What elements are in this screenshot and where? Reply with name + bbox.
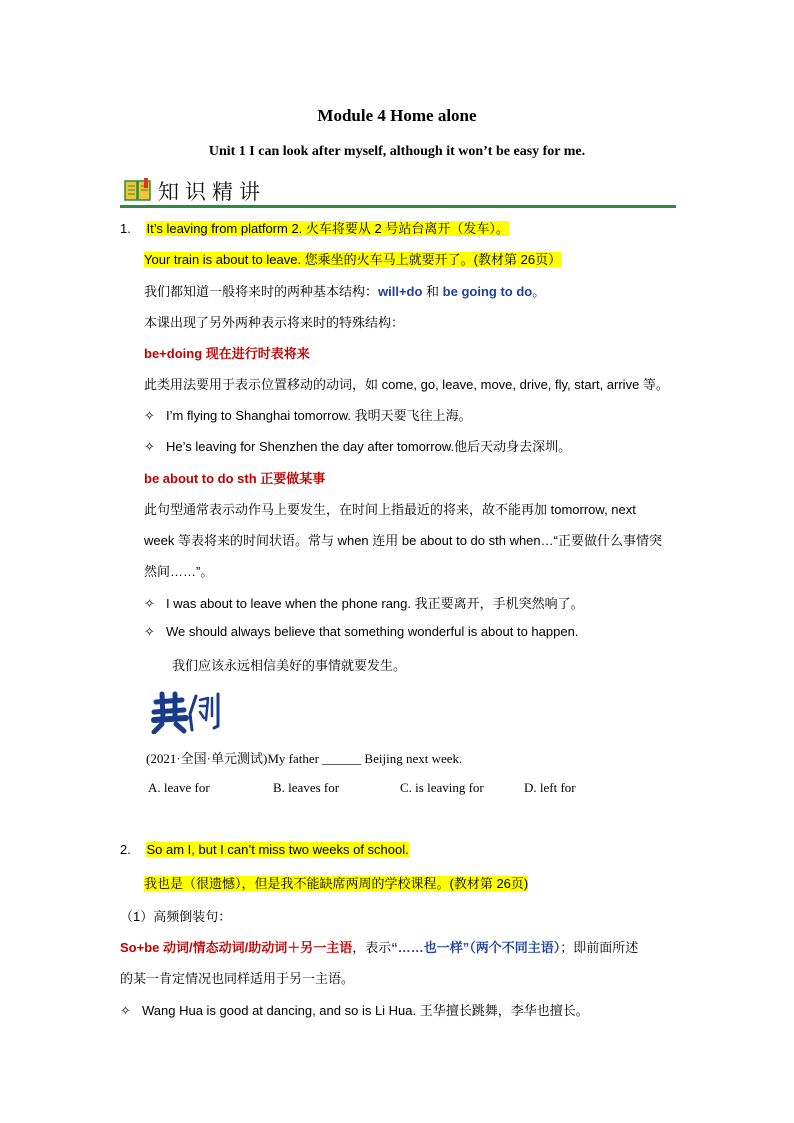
item1-sentence: It’s leaving from platform 2. 火车将要从 2 号站台离开（发车）。: [146, 221, 509, 236]
item1-line1: [120, 218, 509, 237]
option-d[interactable]: D. left for: [524, 780, 576, 795]
item1-intro: 我们都知道一般将来时的两种基本结构：will+do 和 be going to do。: [144, 284, 546, 299]
diamond-bullet-icon: ✧: [144, 597, 155, 612]
item1-example3: ✧ I was about to leave when the phone rang. 我正要离开，手机突然响了。: [144, 596, 584, 612]
section-header: [120, 176, 676, 206]
item2-number: 2.: [120, 842, 131, 857]
section-divider: [120, 205, 676, 208]
item1-example1: ✧ I’m flying to Shanghai tomorrow. 我明天要飞往上海。: [144, 408, 472, 424]
book-icon: [124, 178, 152, 204]
item1-example4: ✧ We should always believe that something wonderful is about to happen.: [144, 624, 579, 640]
example-calligraphy-icon: [148, 690, 228, 734]
page-title: Module 4 Home alone: [317, 106, 477, 125]
diamond-bullet-icon: ✧: [144, 440, 155, 455]
item2-example1: ✧ Wang Hua is good at dancing, and so is Li Hua. 王华擅长跳舞，李华也擅长。: [120, 1003, 589, 1019]
item2-sentence: So am I, but I can’t miss two weeks of school.: [146, 842, 409, 857]
item1-intro2: 本课出现了另外两种表示将来时的特殊结构：: [144, 315, 405, 330]
item1-example4-translation: 我们应该永远相信美好的事情就要发生。: [172, 658, 407, 673]
section-label: 知识精讲: [158, 180, 266, 204]
option-a[interactable]: A. leave for: [148, 780, 210, 795]
page-subtitle: Unit 1 I can look after myself, although it won’t be easy for me.: [208, 144, 586, 159]
item1-usage1: 此类用法要用于表示位置移动的动词，如 come, go, leave, move, drive, fly, start, arrive 等。: [144, 377, 669, 392]
item1-heading-be-about-to: be about to do sth 正要做某事: [144, 471, 326, 486]
item2-rule-line2: 的某一肯定情况也同样适用于另一主语。: [120, 971, 355, 986]
item1-example2: ✧ He’s leaving for Shenzhen the day after tomorrow.他后天动身去深圳。: [144, 439, 572, 455]
item1-translation: Your train is about to leave. 您乘坐的火车马上就要开了。(教材第 26页）: [144, 252, 562, 267]
item1-number: 1.: [120, 221, 131, 236]
example-question: (2021·全国·单元测试)My father ______ Beijing next week.: [146, 751, 463, 766]
diamond-bullet-icon: ✧: [120, 1004, 131, 1019]
item2-translation: 我也是（很遗憾），但是我不能缺席两周的学校课程。(教材第 26页): [144, 876, 529, 891]
item2-subheading: （1）高频倒装句：: [120, 909, 232, 924]
item1-usage2b: week 等表将来的时间状语。常与 when 连用 be about to do sth when…“正要做什么事情突: [144, 533, 662, 548]
option-b[interactable]: B. leaves for: [273, 780, 340, 795]
item2-line1: [120, 842, 409, 857]
option-c[interactable]: C. is leaving for: [400, 780, 484, 795]
item1-usage2a: 此句型通常表示动作马上要发生，在时间上指最近的将来，故不能再加 tomorrow, next: [144, 502, 636, 517]
diamond-bullet-icon: ✧: [144, 625, 155, 640]
item1-usage2c: 然间……”。: [144, 564, 214, 579]
item2-rule: So+be 动词/情态动词/助动词＋另一主语，表示“……也一样”（两个不同主语）；即前面所述: [120, 940, 639, 955]
diamond-bullet-icon: ✧: [144, 409, 155, 424]
item1-heading-be-doing: be+doing 现在进行时表将来: [144, 346, 310, 361]
